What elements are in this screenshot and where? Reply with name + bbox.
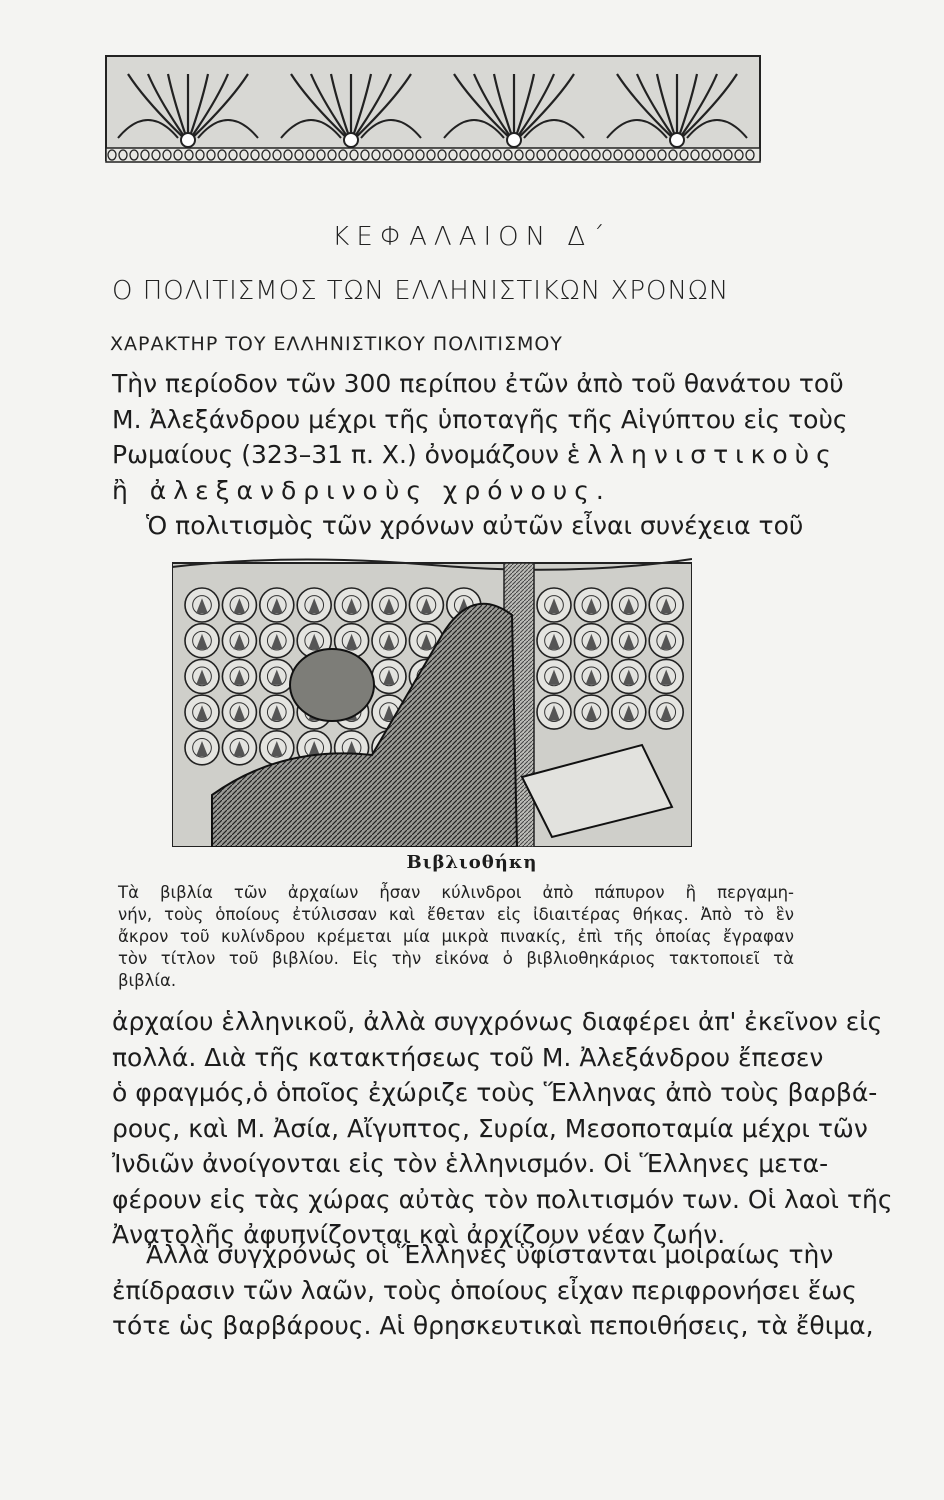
- text-line: φέρουν εἰς τὰς χώρας αὐτὰς τὸν πολιτισμόν των. Οἱ λαοὶ τῆς: [112, 1184, 893, 1214]
- emphasized-term: ἑλληνιστικοὺς: [566, 440, 838, 469]
- text-line: Ὁ πολιτισμὸς τῶν χρόνων αὐτῶν εἶναι συνέχεια τοῦ: [146, 511, 804, 540]
- text-line: ἐπίδρασιν τῶν λαῶν, τοὺς ὁποίους εἶχαν περιφρονήσει ἕως: [112, 1275, 857, 1305]
- text-line: ἀρχαίου ἑλληνικοῦ, ἀλλὰ συγχρόνως διαφέρει ἀπ' ἐκεῖνον εἰς: [112, 1007, 883, 1036]
- text-line: Τὴν περίοδον τῶν 300 περίπου ἐτῶν ἀπὸ τοῦ θανάτου τοῦ: [112, 369, 844, 398]
- figure-caption: [118, 882, 794, 992]
- text-line: ὁ φραγμός,ὁ ὁποῖος ἐχώριζε τοὺς Ἕλληνας ἀπὸ τοὺς βαρβά-: [112, 1078, 878, 1107]
- section-heading: ΧΑΡΑΚΤΗΡ ΤΟΥ ΕΛΛΗΝΙΣΤΙΚΟΥ ΠΟΛΙΤΙΣΜΟΥ: [110, 333, 563, 355]
- caption-line: Τὰ βιβλία τῶν ἀρχαίων ἦσαν κύλινδροι ἀπὸ πάπυρον ἢ περγαμη-: [118, 883, 794, 902]
- text-line: ρους, καὶ Μ. Ἀσία, Αἴγυπτος, Συρία, Μεσοποταμία μέχρι τῶν: [112, 1113, 868, 1143]
- main-title: Ο ΠΟΛΙΤΙΣΜΟΣ ΤΩΝ ΕΛΛΗΝΙΣΤΙΚΩΝ ΧΡΟΝΩΝ: [112, 276, 730, 306]
- text-line: πολλά. Διὰ τῆς κατακτήσεως τοῦ Μ. Ἀλεξάνδρου ἔπεσεν: [112, 1042, 824, 1072]
- paragraph-intro: [112, 366, 848, 544]
- text-line: Ἀλλὰ συγχρόνως οἱ Ἕλληνες ὑφίστανται μοιραίως τὴν: [146, 1240, 834, 1269]
- library-illustration: [172, 545, 692, 847]
- figure-caption-title: Βιβλιοθήκη: [406, 852, 538, 873]
- paragraph-influence: [112, 1237, 874, 1344]
- text-fragment: Ρωμαίους (323–31 π. Χ.) ὀνομάζουν: [112, 440, 559, 469]
- caption-line: βιβλία.: [118, 971, 177, 990]
- text-line: Ἰνδιῶν ἀνοίγονται εἰς τὸν ἑλληνισμόν. Οἱ Ἕλληνες μετα-: [112, 1149, 829, 1178]
- caption-line: τὸν τίτλον τοῦ βιβλίου. Εἰς τὴν εἰκόνα ὁ βιβλιοθηκάριος τακτοποιεῖ τὰ: [118, 949, 794, 968]
- chapter-heading: ΚΕΦΑΛΑΙΟΝ Δ΄: [332, 222, 612, 252]
- caption-line: ἄκρον τοῦ κυλίνδρου κρέμεται μία μικρὰ πινακίς, ἐπὶ τῆς ὁποίας ἔγραφαν: [118, 927, 794, 946]
- text-line: Ἀνατολῆς ἀφυπνίζονται καὶ ἀρχίζουν νέαν ζωήν.: [112, 1220, 726, 1249]
- text-line: Μ. Ἀλεξάνδρου μέχρι τῆς ὑποταγῆς τῆς Αἰγύπτου εἰς τοὺς: [112, 404, 848, 434]
- emphasized-term: ἢ ἀλεξανδρινοὺς χρόνους.: [112, 475, 611, 505]
- paragraph-continuation: [112, 1004, 893, 1253]
- text-line: τότε ὡς βαρβάρους. Αἱ θρησκευτικαὶ πεποιθήσεις, τὰ ἔθιμα,: [112, 1311, 874, 1340]
- caption-line: νήν, τοὺς ὁποίους ἐτύλισσαν καὶ ἔθεταν εἰς ἰδιαιτέρας θήκας. Ἀπὸ τὸ ἓν: [118, 905, 794, 924]
- decorative-frieze: [104, 52, 762, 170]
- text-line: [112, 437, 838, 473]
